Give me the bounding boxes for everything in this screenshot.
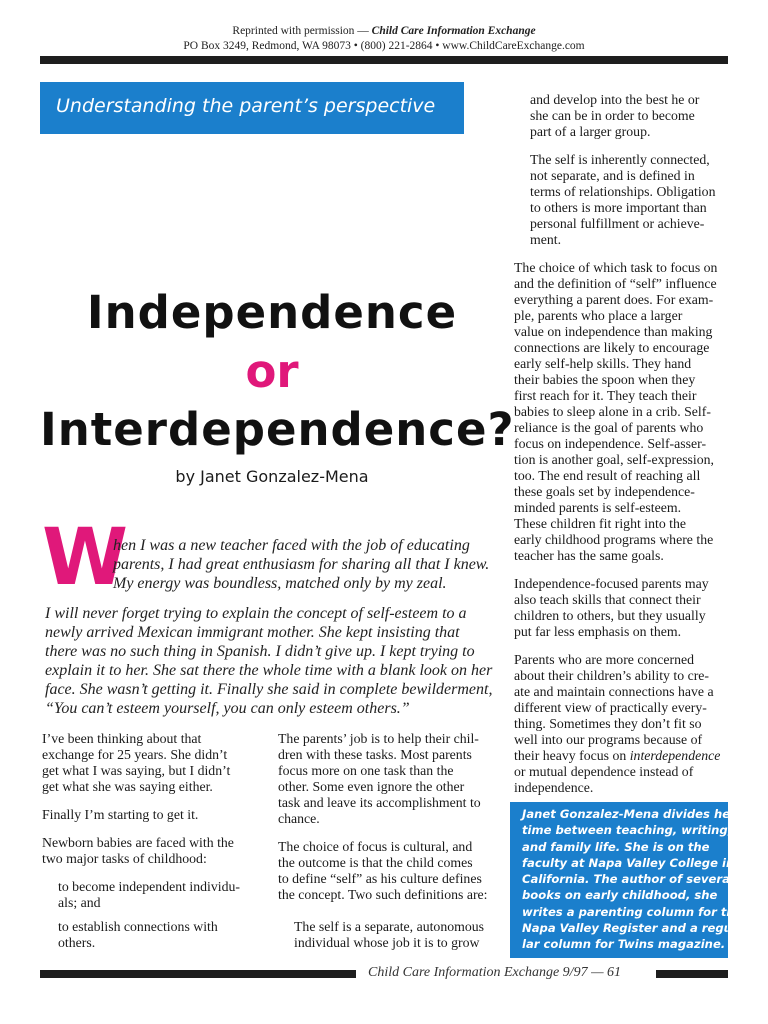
col2-line: focus more on one task than the [278,763,454,778]
col3-line: Independence-focused parents may [514,576,709,591]
col2-line: the outcome is that the child comes [278,855,473,870]
title-line-1: Independence [86,286,458,339]
col3-line: ple, parents who place a larger [514,308,683,323]
bio-line: faculty at Napa Valley College in [522,855,735,870]
bio-line: lar column for Twins magazine. [522,937,726,952]
intro-line: explain it to her. She sat there the whole time with a blank look on her [45,662,493,679]
col2-line: task and leave its accomplishment to [278,795,481,810]
col3-line: their babies the spoon when they [514,372,696,387]
author-bio-box [510,802,743,958]
reprint-header [0,24,768,54]
col3-line: early self-help skills. They hand [514,356,692,371]
page-footer: Child Care Information Exchange 9/97 — 61 [368,965,622,980]
bio-line: Janet Gonzalez-Mena divides her [522,807,736,821]
col2-line: dren with these tasks. Most parents [278,747,472,762]
col3-top-line: to others is more important than [530,200,707,215]
col3-line: and the definition of “self” influence [514,276,717,291]
intro-line: “You can’t esteem yourself, you can only esteem others.” [45,700,410,717]
bio-line: Napa Valley Register and a regu- [522,921,737,936]
emphasis-word: interdependence [629,748,721,763]
byline: by Janet Gonzalez-Mena [175,467,369,486]
col3-top-line: and develop into the best he or [530,92,700,107]
col3-line: or mutual dependence instead of [514,764,694,779]
col1-line: get what she was saying either. [42,779,213,794]
title-line-2: or [245,345,299,398]
intro-line: there was no such thing in Spanish. I didn’t give up. I kept trying to [45,643,475,660]
col3-line: early childhood programs where the [514,532,714,547]
col3-line: about their children’s ability to cre- [514,668,710,683]
col3-line: These children fit right into the [514,516,687,531]
intro-line: newly arrived Mexican immigrant mother. She kept insisting that [45,624,460,641]
col3-line [514,748,720,764]
col3-top-line: The self is inherently connected, [530,152,710,167]
reprint-source: Child Care Information Exchange [371,25,536,37]
col3-line: reliance is the goal of parents who [514,420,704,435]
drop-cap: W [42,513,129,603]
col3-top-line: personal fulfillment or achieve- [530,216,705,231]
intro-line: I will never forget trying to explain the concept of self-esteem to a [45,605,467,622]
footer-rule-left [40,970,356,978]
top-rule [40,56,728,64]
col2-line: to define “self” as his culture defines [278,871,482,886]
col3-line: The choice of which task to focus on [514,260,718,275]
col2-line: the concept. Two such definitions are: [278,887,488,902]
bio-line: time between teaching, writing, [522,823,733,838]
col2-line: The choice of focus is cultural, and [278,839,473,854]
reprint-line [0,24,768,39]
col3-line: everything a parent does. For exam- [514,292,714,307]
col3-line: connections are likely to encourage [514,340,710,355]
col3-line: focus on independence. Self-asser- [514,436,707,451]
bio-line: California. The author of several [522,872,734,887]
col3-line: ate and maintain connections have a [514,684,714,699]
col3-line: different view of practically every- [514,700,707,715]
col2-line: other. Some even ignore the other [278,779,465,794]
col3-line: put far less emphasis on them. [514,624,682,639]
col3-line: value on independence than making [514,324,713,339]
col3-line: too. The end result of reaching all [514,468,701,483]
intro-line: My energy was boundless, matched only by my zeal. [113,575,447,592]
intro-line: hen I was a new teacher faced with the job of educating [113,537,470,554]
intro-line: face. She wasn’t getting it. Finally she said in complete bewilderment, [45,681,493,698]
col2-line: The self is a separate, autonomous [294,919,485,934]
col2-line: individual whose job it is to grow [294,935,480,950]
col1-line: two major tasks of childhood: [42,851,207,866]
col1-line: to establish connections with [58,919,218,934]
section-banner: Understanding the parent’s perspective [40,82,464,134]
title-line-3: Interdependence? [40,403,515,456]
col3-line: babies to sleep alone in a crib. Self- [514,404,711,419]
col2-line: chance. [278,811,320,826]
col3-line: teacher has the same goals. [514,548,664,563]
col1-line: exchange for 25 years. She didn’t [42,747,228,762]
col1-line: Finally I’m starting to get it. [42,807,199,822]
col3-line: these goals set by independence- [514,484,695,499]
col2-line: The parents’ job is to help their chil- [278,731,479,746]
col1-line: to become independent individu- [58,879,240,894]
col1-line: I’ve been thinking about that [42,731,202,746]
col3-line: first reach for it. They teach their [514,388,697,403]
col3-line: children to others, but they usually [514,608,706,623]
reprint-prefix: Reprinted with permission — [232,25,372,37]
col3-line: minded parents is self-esteem. [514,500,682,515]
bio-line: books on early childhood, she [522,888,718,903]
col3-line-text: their heavy focus on [514,748,630,763]
col3-top-line: she can be in order to become [530,108,695,123]
bio-line: and family life. She is on the [522,839,710,854]
col3-line: well into our programs because of [514,732,703,747]
col1-line: als; and [58,895,101,910]
col3-line: thing. Sometimes they don’t fit so [514,716,702,731]
bio-line: writes a parenting column for the [522,904,743,919]
col3-top-line: terms of relationships. Obligation [530,184,716,199]
col3-line: tion is another goal, self-expression, [514,452,715,467]
col3-line: also teach skills that connect their [514,592,701,607]
col3-top-line: not separate, and is defined in [530,168,695,183]
col3-line: independence. [514,780,594,795]
col3-line: Parents who are more concerned [514,652,695,667]
col1-line: others. [58,935,96,950]
col3-top-line: ment. [530,232,562,247]
col1-line: Newborn babies are faced with the [42,835,234,850]
footer-rule-right [656,970,728,978]
intro-line: parents, I had great enthusiasm for sharing all that I knew. [113,556,490,573]
col3-top-line: part of a larger group. [530,124,651,139]
col1-line: get what I was saying, but I didn’t [42,763,231,778]
address-line: PO Box 3249, Redmond, WA 98073 • (800) 221-2864 • www.ChildCareExchange.com [183,40,585,52]
